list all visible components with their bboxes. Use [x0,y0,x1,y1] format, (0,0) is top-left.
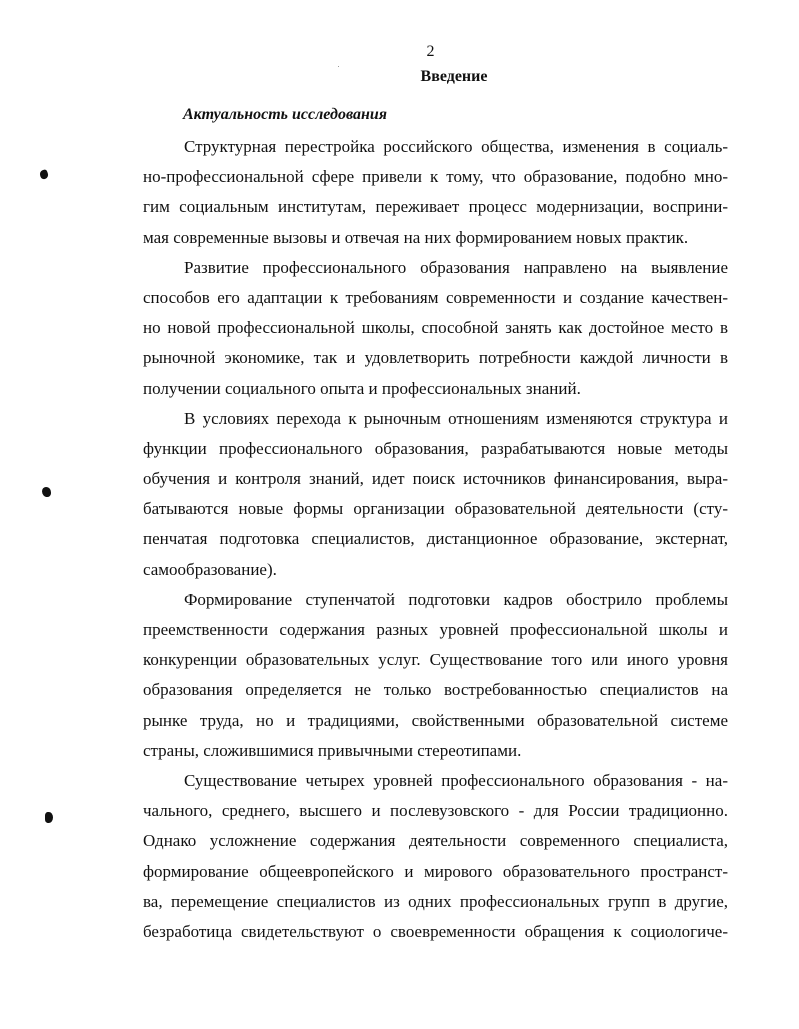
section-heading: Введение [420,68,488,85]
scan-dot [338,66,339,67]
body-text [143,132,728,947]
text-line: Однако усложнение содержания деятельности современного специалиста, [143,831,728,851]
text-line: самообразование). [143,559,277,579]
text-line: В условиях перехода к рыночным отношениям изменяются структура и [184,408,728,428]
text-line: ва, перемещение специалистов из одних профессиональных групп в другие, [143,891,728,911]
text-line: Формирование ступенчатой подготовки кадров обострило проблемы [184,589,728,609]
text-line: пенчатая подготовка специалистов, дистанционное образование, экстернат, [143,529,728,549]
text-line: Существование четырех уровней профессионального образования - на- [184,770,728,790]
text-line: но новой профессиональной школы, способной занять как достойное место в [143,318,728,338]
text-line: преемственности содержания разных уровней профессиональной школы и [143,620,728,639]
subsection-heading: Актуальность исследования [183,106,387,123]
text-line: мая современные вызовы и отвечая на них формированием новых практик. [143,227,689,247]
text-line: чального, среднего, высшего и послевузовского - для России традиционно. [143,801,728,821]
text-line: образования определяется не только востребованностью специалистов на [143,680,728,700]
text-line: безработица свидетельствуют о своевременности обращения к социологиче- [143,921,728,941]
text-line: страны, сложившимися привычными стереотипами. [143,740,522,760]
text-line: формирование общеевропейского и мирового образовательного пространст- [143,861,728,881]
text-line: но-профессиональной сфере привели к тому, что образование, подобно мно- [143,167,728,187]
text-line: батываются новые формы организации образовательной деятельности (сту- [143,499,728,519]
text-line: Структурная перестройка российского общества, изменения в социаль- [184,137,728,156]
text-line: конкуренции образовательных услуг. Существование того или иного уровня [143,650,728,670]
scan-speck [42,487,51,497]
text-line: рыночной экономике, так и удовлетворить потребности каждой личности в [143,348,728,368]
text-line: обучения и контроля знаний, идет поиск источников финансирования, выра- [143,469,728,489]
text-line: гим социальным институтам, переживает процесс модернизации, восприни- [143,197,728,217]
scan-speck [45,812,53,823]
text-line: способов его адаптации к требованиям современности и создание качествен- [143,287,728,307]
text-line: Развитие профессионального образования направлено на выявление [184,257,728,277]
page-number: 2 [426,43,435,60]
text-line: рынке труда, но и традициями, свойственными образовательной системе [143,710,728,730]
scan-speck [39,169,50,180]
text-line: получении социального опыта и профессиональных знаний. [143,378,581,398]
text-line: функции профессионального образования, разрабатываются новые методы [143,438,728,458]
